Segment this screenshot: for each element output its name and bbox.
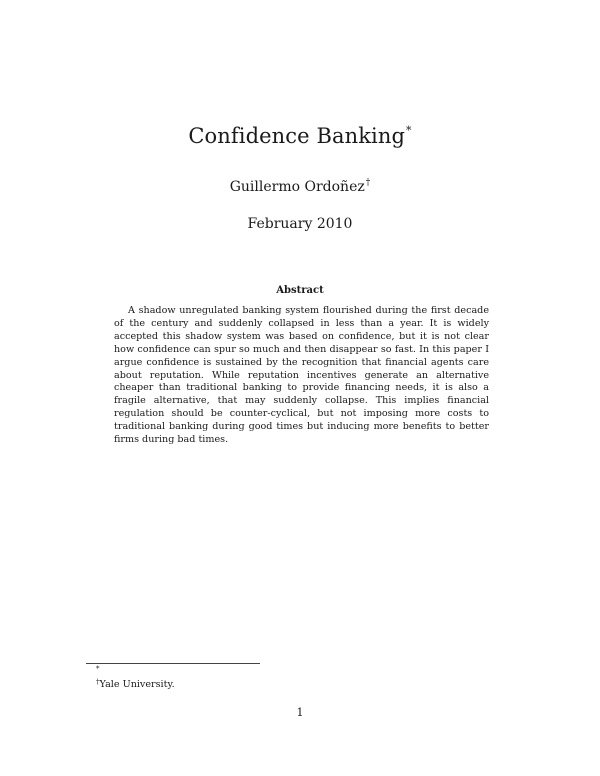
paper-title xyxy=(0,124,600,148)
page-number: 1 xyxy=(296,706,304,719)
footnote-affiliation xyxy=(96,679,175,690)
footnote-title-mark: * xyxy=(96,665,100,673)
paper-author xyxy=(0,179,600,195)
paper-date: February 2010 xyxy=(247,216,353,232)
author-name: Guillermo Ordoñez xyxy=(229,179,365,195)
footnote-affiliation-mark: † xyxy=(96,678,100,686)
footnote-divider xyxy=(86,663,260,664)
title-footnote-mark: * xyxy=(406,124,412,137)
paper-title-text: Confidence Banking xyxy=(188,124,406,148)
author-footnote-mark: † xyxy=(365,178,371,188)
abstract-heading: Abstract xyxy=(276,285,324,296)
footnote-affiliation-text: Yale University. xyxy=(99,679,175,690)
abstract-body: A shadow unregulated banking system flourished during the first decade of the century and suddenly collapsed in less than a year. It is widely accepted this shadow system was based on confidence, but it is not clear how confidence can spur so much and then disappear so fast. In this paper I argue confidence is sustained by the recognition that financial agents care about reputation. While reputation incentives generate an alternative cheaper than traditional banking to provide financing needs, it is also a fragile alternative, that may suddenly collapse. This implies financial regulation should be counter-cyclical, but not imposing more costs to traditional banking during good times but inducing more benefits to better firms during bad times. xyxy=(114,305,489,446)
